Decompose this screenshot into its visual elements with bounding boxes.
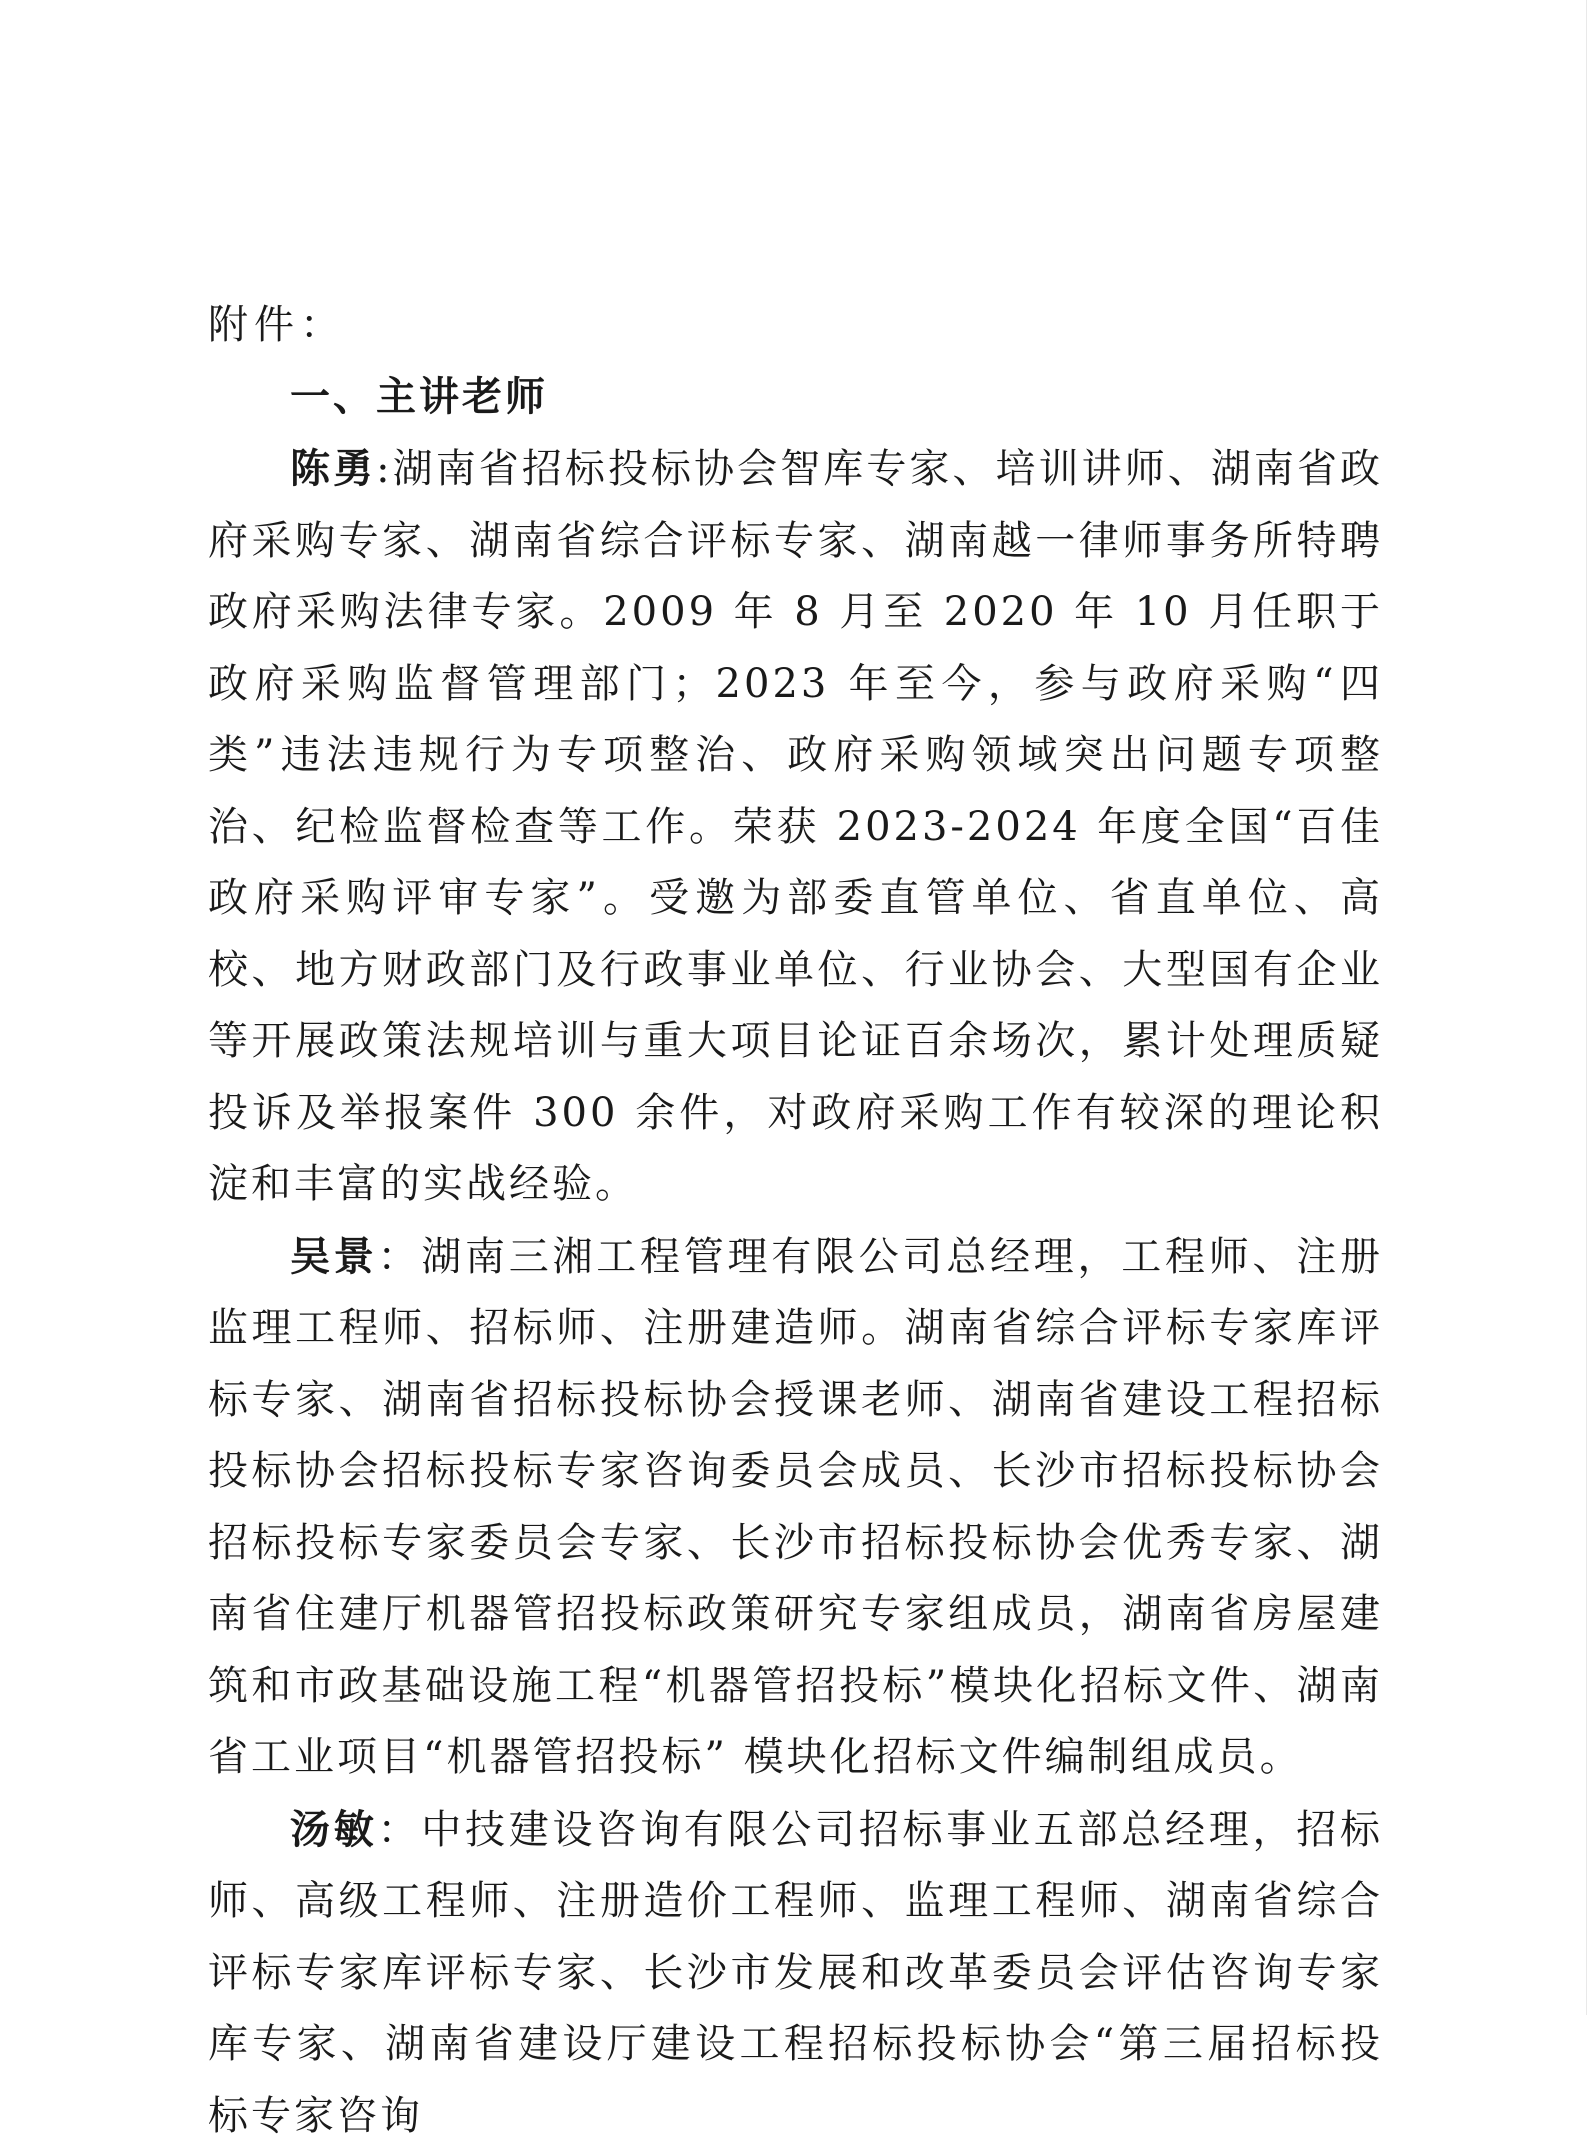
attachment-label: 附件： [208, 290, 1383, 362]
bio-name: 吴景 [290, 1233, 378, 1280]
bio-text: 中技建设咨询有限公司招标事业五部总经理，招标师、高级工程师、注册造价工程师、监理工程师、湖南省综合评标专家库评标专家、长沙市发展和改革委员会评估咨询专家库专家、湖南省建设厅建设工程招标投标协会“第三届招标投标专家咨询 [208, 1807, 1383, 2139]
bio-paragraph-chen-yong [208, 433, 1383, 1221]
bio-separator: ： [378, 1234, 422, 1280]
bio-text: 湖南三湘工程管理有限公司总经理，工程师、注册监理工程师、招标师、注册建造师。湖南省综合评标专家库评标专家、湖南省招标投标协会授课老师、湖南省建设工程招标投标协会招标投标专家咨询委员会成员、长沙市招标投标协会招标投标专家委员会专家、长沙市招标投标协会优秀专家、湖南省住建厅机器管招投标政策研究专家组成员，湖南省房屋建筑和市政基础设施工程“机器管招投标”模块化招标文件、湖南省工业项目“机器管招投标” 模块化招标文件编制组成员。 [208, 1234, 1383, 1781]
bio-text: 湖南省招标投标协会智库专家、培训讲师、湖南省政府采购专家、湖南省综合评标专家、湖南越一律师事务所特聘政府采购法律专家。2009 年 8 月至 2020 年 10 月任职于政府采购监督管理部门；2023 年至今，参与政府采购“四类”违法违规行为专项整治、政府采购领域突出问题专项整治、纪检监督检查等工作。荣获 2023-2024 年度全国“百佳政府采购评审专家”。受邀为部委直管单位、省直单位、高校、地方财政部门及行政事业单位、行业协会、大型国有企业等开展政策法规培训与重大项目论证百余场次，累计处理质疑投诉及举报案件 300 余件，对政府采购工作有较深的理论积淀和丰富的实战经验。 [208, 446, 1383, 1207]
bio-paragraph-tang-min [208, 1794, 1383, 2152]
bio-separator: : [376, 446, 392, 492]
bio-paragraph-wu-jing [208, 1221, 1383, 1794]
bio-name: 汤敏 [290, 1806, 378, 1853]
bio-name: 陈勇 [290, 445, 376, 492]
document-body [208, 290, 1383, 2152]
section-heading: 一、主讲老师 [208, 362, 1383, 434]
bio-separator: ： [378, 1807, 422, 1853]
